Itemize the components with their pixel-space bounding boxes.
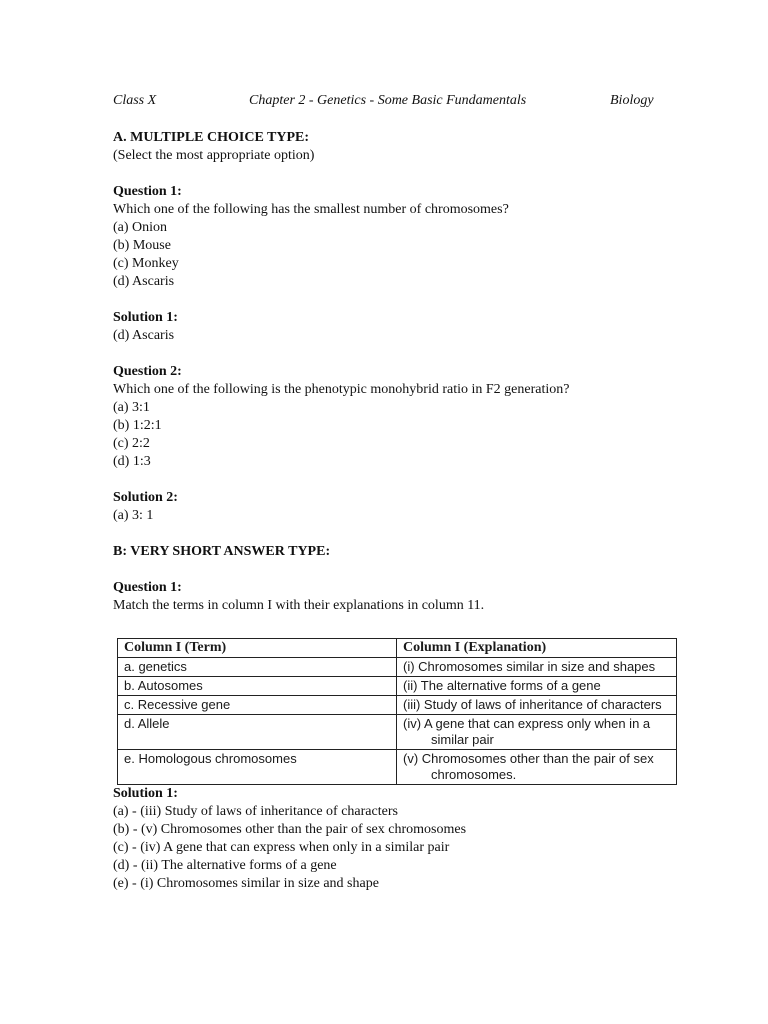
match-table-header-row [118, 639, 677, 658]
table-cell-term: e. Homologous chromosomes [118, 750, 397, 785]
section-b-solution-1-label: Solution 1: [113, 786, 178, 801]
question-1-text: Which one of the following has the smallest number of chromosomes? [113, 202, 509, 217]
table-row [118, 658, 677, 677]
header-subject: Biology [610, 93, 654, 108]
solution-2-text: (a) 3: 1 [113, 508, 154, 523]
question-2-option-a: (a) 3:1 [113, 400, 150, 415]
question-2-option-b: (b) 1:2:1 [113, 418, 162, 433]
solution-1-label: Solution 1: [113, 310, 178, 325]
table-cell-explanation: (ii) The alternative forms of a gene [397, 677, 677, 696]
header-chapter: Chapter 2 - Genetics - Some Basic Fundamentals [249, 93, 527, 108]
question-1-option-d: (d) Ascaris [113, 274, 175, 289]
section-b-question-1-text: Match the terms in column I with their explanations in column 11. [113, 598, 485, 613]
section-b-solution-1 [113, 785, 693, 893]
table-row [118, 677, 677, 696]
match-table [117, 638, 677, 785]
table-cell-term: d. Allele [118, 715, 397, 750]
table-cell-explanation-line2: chromosomes. [431, 767, 517, 782]
question-2-option-c: (c) 2:2 [113, 436, 150, 451]
solution-line-c: (c) - (iv) A gene that can express when only in a similar pair [113, 840, 450, 855]
section-a-title: A. MULTIPLE CHOICE TYPE: [113, 130, 310, 145]
question-1-option-b: (b) Mouse [113, 238, 171, 253]
question-1-option-c: (c) Monkey [113, 256, 179, 271]
table-cell-explanation-line1: (v) Chromosomes other than the pair of sex [403, 751, 654, 766]
section-a-instruction: (Select the most appropriate option) [113, 148, 315, 163]
solution-line-e: (e) - (i) Chromosomes similar in size and shape [113, 876, 379, 891]
table-cell-explanation [397, 715, 677, 750]
table-row [118, 750, 677, 785]
question-1-option-a: (a) Onion [113, 220, 168, 235]
page-header [0, 92, 768, 110]
table-cell-term: c. Recessive gene [118, 696, 397, 715]
section-b-question-1-label: Question 1: [113, 580, 182, 595]
table-cell-term: b. Autosomes [118, 677, 397, 696]
solution-line-d: (d) - (ii) The alternative forms of a gene [113, 858, 337, 873]
header-class: Class X [113, 93, 157, 108]
question-2-option-d: (d) 1:3 [113, 454, 151, 469]
table-row [118, 715, 677, 750]
solution-line-b: (b) - (v) Chromosomes other than the pair of sex chromosomes [113, 822, 467, 837]
solution-1-text: (d) Ascaris [113, 328, 175, 343]
match-table-header-explanation: Column I (Explanation) [397, 639, 677, 658]
question-2-label: Question 2: [113, 364, 182, 379]
table-cell-explanation: (i) Chromosomes similar in size and shapes [397, 658, 677, 677]
table-cell-term: a. genetics [118, 658, 397, 677]
match-table-header-term: Column I (Term) [118, 639, 397, 658]
table-cell-explanation [397, 750, 677, 785]
section-b-title: B: VERY SHORT ANSWER TYPE: [113, 544, 331, 559]
table-cell-explanation-line2: similar pair [431, 732, 494, 747]
table-cell-explanation-line1: (iv) A gene that can express only when in a [403, 716, 651, 731]
solution-2-label: Solution 2: [113, 490, 178, 505]
solution-line-a: (a) - (iii) Study of laws of inheritance of characters [113, 804, 398, 819]
table-row [118, 696, 677, 715]
question-2-text: Which one of the following is the phenotypic monohybrid ratio in F2 generation? [113, 382, 570, 397]
main-content [113, 129, 693, 615]
question-1-label: Question 1: [113, 184, 182, 199]
table-cell-explanation: (iii) Study of laws of inheritance of characters [397, 696, 677, 715]
